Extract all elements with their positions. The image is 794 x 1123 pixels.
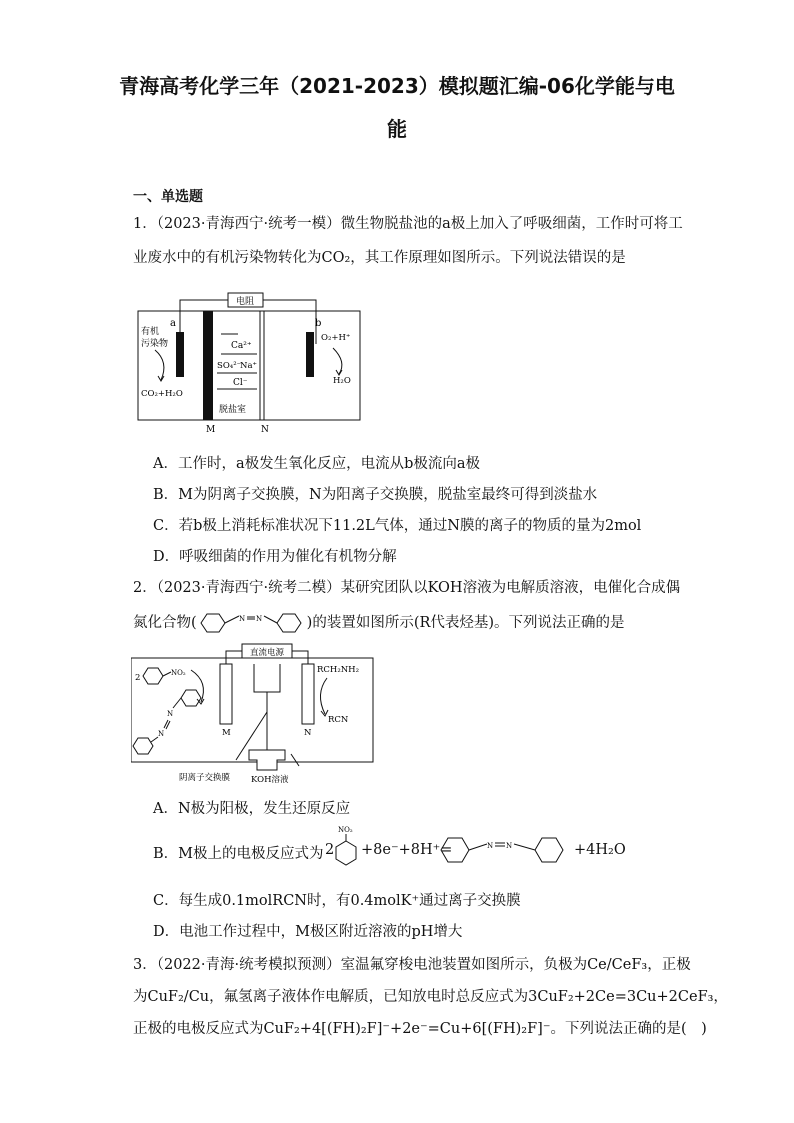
ion-ca: Ca²⁺ (231, 341, 252, 351)
q2-electrosynthesis-diagram (131, 642, 386, 787)
electrode-a (176, 332, 184, 377)
electrode-m (220, 664, 232, 724)
anion-membrane-label: 阴离子交换膜 (179, 773, 231, 783)
q1-option-c[interactable]: C．若b极上消耗标准状况下11.2L气体，通过N膜的离子的物质的量为2mol (153, 518, 642, 534)
q3-stem-line-3: 正极的电极反应式为CuF₂+4[(FH)₂F]⁻+2e⁻=Cu+6[(FH)₂F]⁻。下列说法正确的是( ) (133, 1021, 707, 1037)
nitro-group-label: NO₂ (171, 669, 186, 677)
azobenzene-product-structure (439, 834, 573, 866)
right-label-1: O₂+H⁺ (321, 333, 351, 343)
koh-solution-label: KOH溶液 (251, 775, 289, 785)
coefficient-2: 2 (135, 673, 141, 683)
q1-option-a[interactable]: A．工作时，a极发生氧化反应，电流从b极流向a极 (153, 456, 481, 472)
ion-na: Na⁺ (240, 361, 257, 371)
electrode-m-label: M (222, 728, 231, 738)
svg-text:N: N (506, 842, 513, 850)
azobenzene-structure (197, 612, 307, 634)
svg-text:N: N (158, 730, 165, 738)
amine-label: RCH₂NH₂ (317, 665, 359, 675)
section-heading: 一、单选题 (133, 189, 203, 205)
q2-stem-line-1: 2．（2023·青海西宁·统考二模）某研究团队以KOH溶液为电解质溶液，电催化合成偶 (133, 580, 681, 596)
desalination-room-label: 脱盐室 (219, 405, 247, 415)
q2-stem-post: )的装置如图所示(R代表烃基)。下列说法正确的是 (306, 615, 625, 631)
membrane-n-label: N (261, 425, 269, 435)
q2-option-b-mid: +8e⁻+8H⁺= (361, 842, 453, 858)
q1-option-d[interactable]: D．呼吸细菌的作用为催化有机物分解 (153, 549, 397, 565)
membrane-m (203, 311, 213, 420)
electrode-a-label: a (170, 318, 176, 329)
left-label-3: CO₂+H₂O (141, 389, 183, 399)
q2-stem-line-2 (133, 611, 625, 634)
q2-option-b-coefficient: 2 (325, 842, 335, 858)
nitrile-label: RCN (328, 715, 349, 725)
svg-text:N: N (238, 615, 245, 623)
q2-option-b-pre: B．M极上的电极反应式为 (153, 846, 324, 862)
svg-text:N: N (167, 710, 174, 718)
svg-text:N: N (255, 615, 262, 623)
nitrobenzene-structure (334, 824, 362, 870)
dc-power-label: 直流电源 (249, 648, 285, 658)
q1-option-b[interactable]: B．M为阴离子交换膜，N为阳离子交换膜，脱盐室最终可得到淡盐水 (153, 487, 598, 503)
page-title-line-1: 青海高考化学三年（2021-2023）模拟题汇编-06化学能与电 (119, 74, 675, 98)
q2-option-c[interactable]: C．每生成0.1molRCN时，有0.4molK⁺通过离子交换膜 (153, 893, 521, 909)
membrane-n (260, 311, 264, 420)
resistor-label: 电阻 (235, 297, 255, 307)
left-label-2: 污染物 (141, 339, 169, 349)
q2-stem-pre: 氮化合物( (133, 615, 197, 631)
electrode-n-label: N (304, 728, 312, 738)
ion-so4: SO₄²⁻ (217, 361, 242, 371)
electrode-b-label: b (315, 318, 322, 329)
q3-stem-line-1: 3．（2022·青海·统考模拟预测）室温氟穿梭电池装置如图所示，负极为Ce/CeF₃，正极 (133, 957, 691, 973)
right-label-2: H₂O (333, 376, 351, 386)
q2-option-a[interactable]: A．N极为阳极，发生还原反应 (153, 801, 351, 817)
left-label-1: 有机 (141, 327, 160, 337)
membrane-m-label: M (206, 425, 216, 435)
q2-option-d[interactable]: D．电池工作过程中，M极区附近溶液的pH增大 (153, 924, 463, 940)
q3-stem-line-2: 为CuF₂/Cu，氟氢离子液体作电解质，已知放电时总反应式为3CuF₂+2Ce=3Cu+2CeF₃， (133, 989, 728, 1005)
ion-cl: Cl⁻ (233, 378, 248, 388)
option-b-nitro-label: NO₂ (338, 826, 353, 834)
svg-text:N: N (487, 842, 494, 850)
page-title-line-2: 能 (387, 117, 407, 141)
q1-stem-line-2: 业废水中的有机污染物转化为CO₂，其工作原理如图所示。下列说法错误的是 (133, 250, 626, 266)
q1-stem-line-1: 1．（2023·青海西宁·统考一模）微生物脱盐池的a极上加入了呼吸细菌，工作时可将工 (133, 216, 683, 232)
electrode-n (302, 664, 314, 724)
q1-desalination-cell-diagram (133, 288, 365, 436)
q2-option-b-post: +4H₂O (574, 842, 626, 858)
electrode-b (306, 332, 314, 377)
